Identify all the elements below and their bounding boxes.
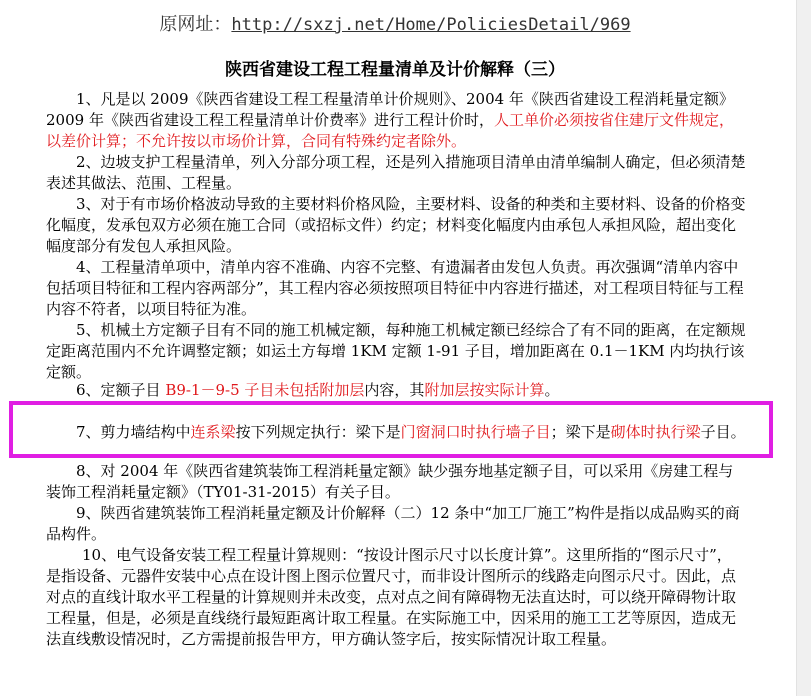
paragraph-7-text-c: ；梁下是 <box>550 423 611 441</box>
paragraph-1-emphasis: 人工单价必须按省住建厅文件规定，以差价计算；不允许按以市场价计算，合同有特殊约定者除外。 <box>46 111 734 150</box>
paragraph-7-text-d: 子目。 <box>700 423 746 441</box>
paragraph-8: 8、对 2004 年《陕西省建筑装饰工程消耗量定额》缺少强夯地基定额子目，可以采用《房建工程与装饰工程消耗量定额》（TY01-31-2015）有关子目。 <box>46 462 734 501</box>
paragraph-5: 5、机械土方定额子目有不同的施工机械定额，每种施工机械定额已经综合了有不同的距离，在定额规定距离范围内不允许调整定额；如运土方每增 1KM 定额 1-91 子目，增加距离在 0.1－1KM 内均执行该定额。 <box>46 321 746 381</box>
source-url-line <box>0 10 790 36</box>
paragraph-4: 4、工程量清单项中，清单内容不准确、内容不完整、有遗漏者由发包人负责。再次强调“清单内容中包括项目特征和工程内容两部分”，其工程内容必须按照项目特征中内容进行描述，对工程项目特征与工程内容不符者，以项目特征为准。 <box>46 258 744 318</box>
paragraph-7-emphasis-a: 连系梁 <box>190 423 236 441</box>
paragraph-2: 2、边坡支护工程量清单，列入分部分项工程，还是列入措施项目清单由清单编制人确定，但必须清楚表述其做法、范围、工程量。 <box>46 153 746 192</box>
paragraph-6-emphasis-b: 附加层按实际计算 <box>424 381 545 399</box>
highlight-box <box>9 401 773 458</box>
page-right-gutter <box>796 0 811 696</box>
paragraph-7-emphasis-c: 砌体时执行梁 <box>610 423 701 441</box>
paragraph-6-emphasis-a: B9-1－9-5 子目未包括附加层 <box>165 381 365 399</box>
source-label: 原网址： <box>159 14 232 35</box>
document-title: 陕西省建设工程工程量清单及计价解释（三） <box>225 60 565 80</box>
paragraph-3: 3、对于有市场价格波动导致的主要材料价格风险，主要材料、设备的种类和主要材料、设备的价格变化幅度，发承包双方必须在施工合同（或招标文件）约定；材料变化幅度内由承包人承担风险，超出变化幅度部分有发包人承担风险。 <box>46 195 746 255</box>
source-url-link[interactable]: http://sxzj.net/Home/PoliciesDetail/969 <box>231 15 631 35</box>
paragraph-9: 9、陕西省建筑装饰工程消耗量定额及计价解释（二）12 条中“加工厂施工”构件是指以成品购买的商品构件。 <box>46 504 740 543</box>
paragraph-7-text-a: 7、剪力墙结构中 <box>76 423 191 441</box>
paragraph-1 <box>46 89 746 152</box>
paragraph-7-text-b: 按下列规定执行：梁下是 <box>235 423 401 441</box>
paragraph-6-text-a: 6、定额子目 <box>76 381 166 399</box>
paragraph-10: 10、电气设备安装工程工程量计算规则：“按设计图示尺寸以长度计算”。这里所指的“图示尺寸”，是指设备、元器件安装中心点在设计图上图示位置尺寸，而非设计图所示的线路走向图示尺寸。因此，点对点的直线计取水平工程量的计算规则并未改变，点对点之间有障碍物无法直达时，可以绕开障碍物计取工程量，但是，必须是直线绕行最短距离计取工程量。在实际施工中，因采用的施工工艺等原因，造成无法直线敷设情况时，乙方需提前报告甲方，甲方确认签字后，按实际情况计取工程量。 <box>46 546 737 648</box>
paragraph-6-text-c: 。 <box>544 381 560 399</box>
paragraph-6 <box>46 380 746 401</box>
paragraph-6-text-b: 内容，其 <box>364 381 425 399</box>
paragraph-1-text: 1、凡是以 2009《陕西省建设工程工程量清单计价规则》、2004 年《陕西省建设工程消耗量定额》2009 年《陕西省建设工程工程量清单计价费率》进行工程计价时， <box>46 90 734 129</box>
paragraph-7-emphasis-b: 门窗洞口时执行墙子目 <box>400 423 551 441</box>
